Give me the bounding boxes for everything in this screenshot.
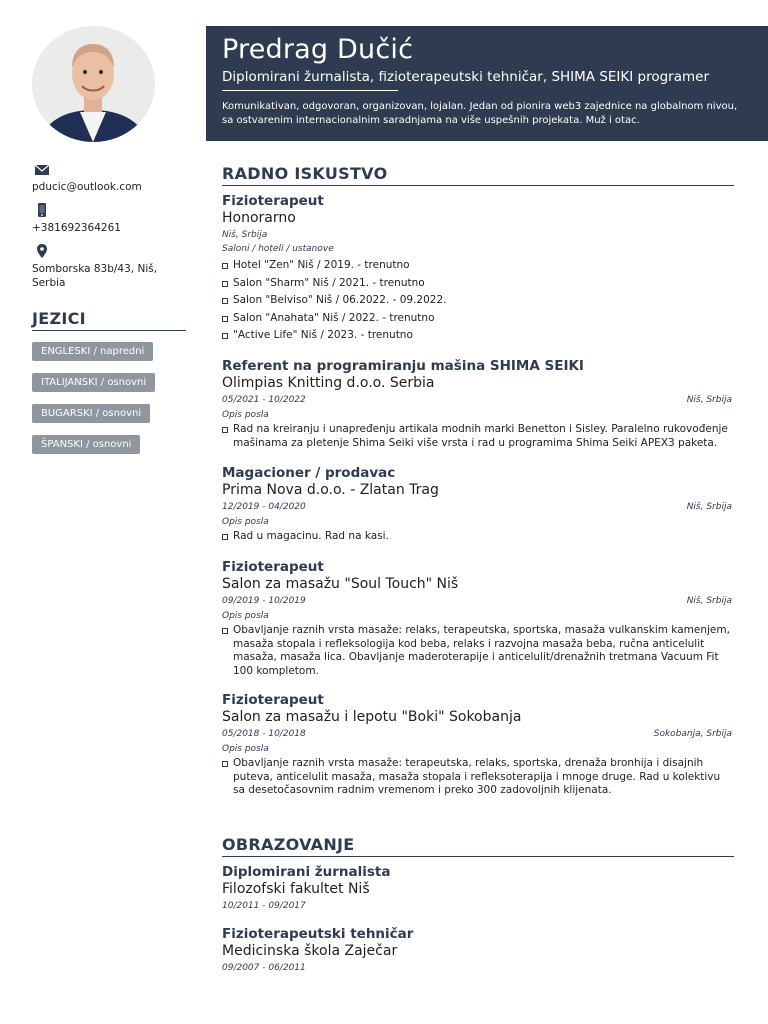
list-item-text: Obavljanje raznih vrsta masaže: relaks, terapeutska, sportska, masaža vulkanskim kamenjem, masaža stopala i refleksologija kod beba, relaks i razvojna masaža beba, ručna anticelulit masaža, masaža lica. Obavljanje maderoterapije i anticelulit/drenažnih tretmana Vacuum Fit 100 kompletom. xyxy=(233,624,730,677)
job-bullets xyxy=(222,624,734,678)
edu-degree: Diplomirani žurnalista xyxy=(222,864,391,880)
job-location: Niš, Srbija xyxy=(222,230,268,240)
phone-icon xyxy=(34,202,50,218)
edu-school: Filozofski fakultet Niš xyxy=(222,881,370,897)
job-dates: 05/2021 - 10/2022 xyxy=(222,395,306,405)
education-entry xyxy=(222,926,734,974)
job-entry xyxy=(222,358,734,450)
address-text: Somborska 83b/43, Niš, Serbia xyxy=(32,263,158,289)
sidebar xyxy=(0,0,206,1024)
envelope-icon xyxy=(34,162,50,178)
job-entry xyxy=(222,559,734,678)
list-item xyxy=(222,530,734,544)
job-location: Sokobanja, Srbija xyxy=(653,729,732,739)
list-item xyxy=(222,329,734,343)
profile-summary: Komunikativan, odgovoran, organizovan, lojalan. Jedan od pionira web3 zajednice na globalnom nivou, sa ostvarenim internacionalnim saradnjama na više uspešnih projekata. Muž i otac. xyxy=(222,101,738,126)
job-location: Niš, Srbija xyxy=(686,596,732,606)
list-item xyxy=(222,624,734,678)
list-item-text: Obavljanje raznih vrsta masaže: terapeutska, relaks, sportska, drenaža bronhija i disajnih puteva, anticelulit masaža, masaža stopala i refleksoterapija i mnoge druge. Rad u kolektivu sa desetočasovnim radnim vremenom i preko 300 zadovoljnih klijenata. xyxy=(233,757,721,796)
job-entry xyxy=(222,692,734,798)
list-item xyxy=(222,312,734,326)
bullet-icon xyxy=(222,281,228,287)
bullet-icon xyxy=(222,298,228,304)
list-item-text: Salon "Sharm" Niš / 2021. - trenutno xyxy=(233,276,425,289)
job-meta xyxy=(222,501,734,513)
bullet-icon xyxy=(222,761,228,767)
job-entry xyxy=(222,465,734,544)
education-heading: OBRAZOVANJE xyxy=(222,835,734,857)
edu-dates: 10/2011 - 09/2017 xyxy=(222,901,306,911)
list-item-text: Rad na kreiranju i unapređenju artikala modnih marki Benetton i Sisley. Paralelno rukovođenje mašinama za pletenje Shima Seiki više vrsta i rad u programima Shima Seiki APEX3 paketa. xyxy=(233,423,728,449)
job-company: Salon za masažu i lepotu "Boki" Sokobanja xyxy=(222,709,522,725)
bullet-icon xyxy=(222,263,228,269)
job-bullets xyxy=(222,530,734,544)
job-role: Fizioterapeut xyxy=(222,559,324,575)
job-dates: 12/2019 - 04/2020 xyxy=(222,502,306,512)
list-item xyxy=(222,423,734,450)
job-label: Opis posla xyxy=(222,744,269,754)
job-label: Opis posla xyxy=(222,517,269,527)
bullet-icon xyxy=(222,333,228,339)
edu-degree: Fizioterapeutski tehničar xyxy=(222,926,414,942)
job-subtitle: Diplomirani žurnalista, fizioterapeutski tehničar, SHIMA SEIKI programer xyxy=(222,69,710,85)
profile-photo xyxy=(32,26,155,142)
job-company: Olimpias Knitting d.o.o. Serbia xyxy=(222,375,435,391)
job-label: Saloni / hoteli / ustanove xyxy=(222,244,334,254)
bullet-icon xyxy=(222,534,228,540)
job-bullets xyxy=(222,259,734,343)
job-bullets xyxy=(222,757,734,798)
language-tag: ENGLESKI / napredni xyxy=(32,342,153,361)
bullet-icon xyxy=(222,628,228,634)
education-entry xyxy=(222,864,734,912)
job-company: Honorarno xyxy=(222,210,296,226)
edu-school: Medicinska škola Zaječar xyxy=(222,943,398,959)
edu-dates: 09/2007 - 06/2011 xyxy=(222,963,306,973)
job-dates: 05/2018 - 10/2018 xyxy=(222,729,306,739)
list-item xyxy=(222,294,734,308)
job-meta xyxy=(222,394,734,406)
list-item xyxy=(222,259,734,273)
list-item-text: Rad u magacinu. Rad na kasi. xyxy=(233,530,389,542)
list-item xyxy=(222,757,734,798)
job-location: Niš, Srbija xyxy=(686,502,732,512)
job-role: Fizioterapeut xyxy=(222,193,324,209)
job-label: Opis posla xyxy=(222,410,269,420)
email-text[interactable]: pducic@outlook.com xyxy=(32,181,142,193)
subtitle-divider xyxy=(222,90,398,91)
job-meta xyxy=(222,595,734,607)
job-company: Salon za masažu "Soul Touch" Niš xyxy=(222,576,459,592)
job-dates: 09/2019 - 10/2019 xyxy=(222,596,306,606)
job-role: Referent na programiranju mašina SHIMA SEIKI xyxy=(222,358,584,374)
list-item xyxy=(222,277,734,291)
experience-heading: RADNO ISKUSTVO xyxy=(222,164,734,186)
job-label: Opis posla xyxy=(222,611,269,621)
bullet-icon xyxy=(222,427,228,433)
job-location: Niš, Srbija xyxy=(686,395,732,405)
language-tag: ITALIJANSKI / osnovni xyxy=(32,373,155,392)
job-entry xyxy=(222,193,734,343)
job-company: Prima Nova d.o.o. - Zlatan Trag xyxy=(222,482,439,498)
location-pin-icon xyxy=(34,243,50,259)
language-tag: BUGARSKI / osnovni xyxy=(32,404,150,423)
phone-text[interactable]: +381692364261 xyxy=(32,222,121,234)
full-name: Predrag Dučić xyxy=(222,34,414,65)
job-bullets xyxy=(222,423,734,450)
list-item-text: Hotel "Zen" Niš / 2019. - trenutno xyxy=(233,259,410,271)
list-item-text: Salon "Anahata" Niš / 2022. - trenutno xyxy=(233,311,435,324)
job-meta xyxy=(222,728,734,740)
bullet-icon xyxy=(222,316,228,322)
header-banner xyxy=(206,26,768,141)
job-role: Fizioterapeut xyxy=(222,692,324,708)
job-role: Magacioner / prodavac xyxy=(222,465,396,481)
list-item-text: Salon "Belviso" Niš / 06.2022. - 09.2022. xyxy=(233,294,447,306)
language-tag: ŠPANSKI / osnovni xyxy=(32,435,140,454)
list-item-text: "Active Life" Niš / 2023. - trenutno xyxy=(233,329,413,341)
languages-heading: JEZICI xyxy=(32,309,186,331)
